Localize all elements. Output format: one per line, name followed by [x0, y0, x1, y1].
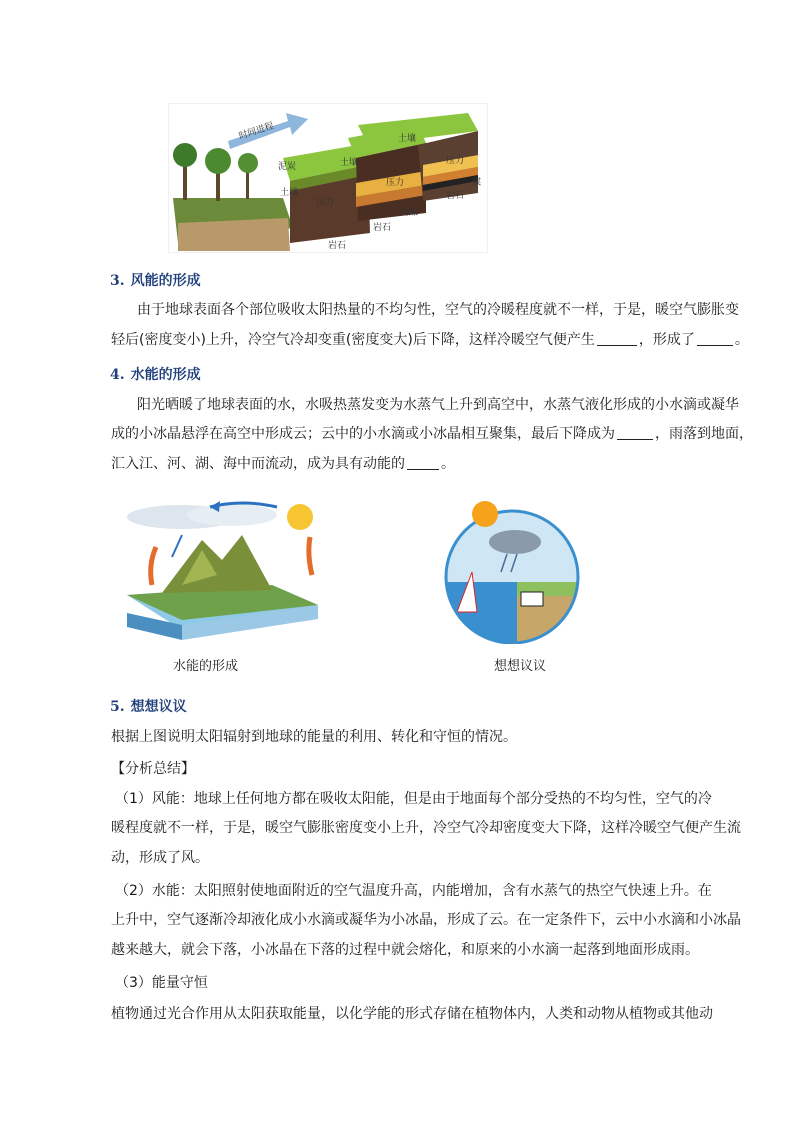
- analysis-p2-line-2: 上升中，空气逐渐冷却液化成小水滴或凝华为小冰晶，形成了云。在一定条件下，云中小水滴和小冰晶: [111, 912, 741, 928]
- analysis-p3-title: （3）能量守恒: [115, 975, 208, 991]
- section-5-line-1: 根据上图说明太阳辐射到地球的能量的利用、转化和守恒的情况。: [111, 729, 517, 745]
- label-soil-2: 土壤: [340, 158, 359, 168]
- section-3-line-2c: 。: [734, 332, 749, 348]
- section-5-heading: [110, 696, 187, 716]
- analysis-p1-line-3: 动，形成了风。: [111, 850, 209, 866]
- section-4-line-3: [111, 454, 455, 474]
- time-arrow-label: 时间进程: [237, 121, 276, 142]
- label-coal: 煤: [472, 178, 482, 188]
- blank-wind-1: [597, 331, 637, 346]
- blank-wind-2: [697, 331, 733, 346]
- section-4-heading: [110, 364, 201, 384]
- section-4-line-3b: 。: [441, 456, 455, 472]
- think-discuss-illustration: [417, 492, 607, 644]
- section-3-line-2a: 轻后(密度变小)上升，冷空气冷却变重(密度变大)后下降，这样冷暖空气便产生: [111, 332, 595, 348]
- section-4-line-2b: ，雨落到地面，: [655, 426, 753, 442]
- analysis-p2-line-3: 越来越大，就会下落，小冰晶在下落的过程中就会熔化，和原来的小水滴一起落到地面形成雨。: [111, 942, 699, 958]
- label-pressure-2: 压力: [386, 178, 405, 188]
- label-soil-3: 土壤: [398, 134, 417, 144]
- section-4-line-3a: 汇入江、河、湖、海中而流动，成为具有动能的: [111, 456, 405, 472]
- label-lignite: 褐煤: [400, 208, 419, 218]
- analysis-p1-line-2: 暖程度就不一样，于是，暖空气膨胀密度变小上升，冷空气冷却密度变大下降，这样冷暖空气便产生流: [111, 820, 741, 836]
- blank-water-1: [617, 425, 653, 440]
- water-cycle-figure: [122, 495, 318, 640]
- coal-formation-illustration: [168, 103, 488, 253]
- analysis-p3-line-1: 植物通过光合作用从太阳获取能量，以化学能的形式存储在植物体内，人类和动物从植物或其他动: [111, 1006, 713, 1022]
- section-4-line-2a: 成的小冰晶悬浮在高空中形成云；云中的小水滴或小冰晶相互聚集，最后下降成为: [111, 426, 615, 442]
- section-4-line-1: 阳光晒暖了地球表面的水，水吸热蒸发变为水蒸气上升到高空中，水蒸气液化形成的小水滴或凝华: [137, 397, 739, 413]
- section-5-title: 想想议议: [130, 699, 187, 715]
- section-3-heading: [110, 270, 201, 290]
- analysis-p2-line-1: （2）水能：太阳照射使地面附近的空气温度升高，内能增加，含有水蒸气的热空气快速上升。在: [115, 883, 712, 899]
- section-5-number: 5.: [110, 699, 125, 715]
- section-3-line-1: 由于地球表面各个部位吸收太阳热量的不均匀性，空气的冷暖程度就不一样，于是，暖空气膨胀变: [137, 302, 739, 318]
- water-cycle-illustration: [122, 495, 318, 640]
- section-4-number: 4.: [110, 367, 125, 383]
- analysis-p1-line-1: （1）风能：地球上任何地方都在吸收太阳能，但是由于地面每个部分受热的不均匀性，空气的冷: [115, 791, 712, 807]
- label-pressure-3: 压力: [446, 156, 465, 166]
- label-rock-3: 岩石: [446, 191, 465, 201]
- section-3-line-2: [111, 330, 749, 350]
- section-3-title: 风能的形成: [130, 273, 201, 289]
- label-peat: 泥炭: [278, 162, 297, 172]
- section-4-line-2: [111, 424, 753, 444]
- analysis-title: 【分析总结】: [111, 761, 195, 777]
- label-rock-1: 岩石: [328, 241, 347, 251]
- section-3-number: 3.: [110, 273, 125, 289]
- section-4-title: 水能的形成: [130, 367, 201, 383]
- think-discuss-figure: [417, 492, 607, 644]
- label-soil-1: 土壤: [280, 188, 299, 198]
- blank-water-2: [407, 455, 439, 470]
- coal-formation-figure: [168, 103, 488, 253]
- label-rock-2: 岩石: [373, 223, 392, 233]
- caption-think-discuss: 想想议议: [494, 659, 547, 674]
- caption-water-cycle: 水能的形成: [173, 659, 239, 674]
- section-3-line-2b: ，形成了: [638, 332, 695, 348]
- label-pressure-1: 压力: [316, 198, 335, 208]
